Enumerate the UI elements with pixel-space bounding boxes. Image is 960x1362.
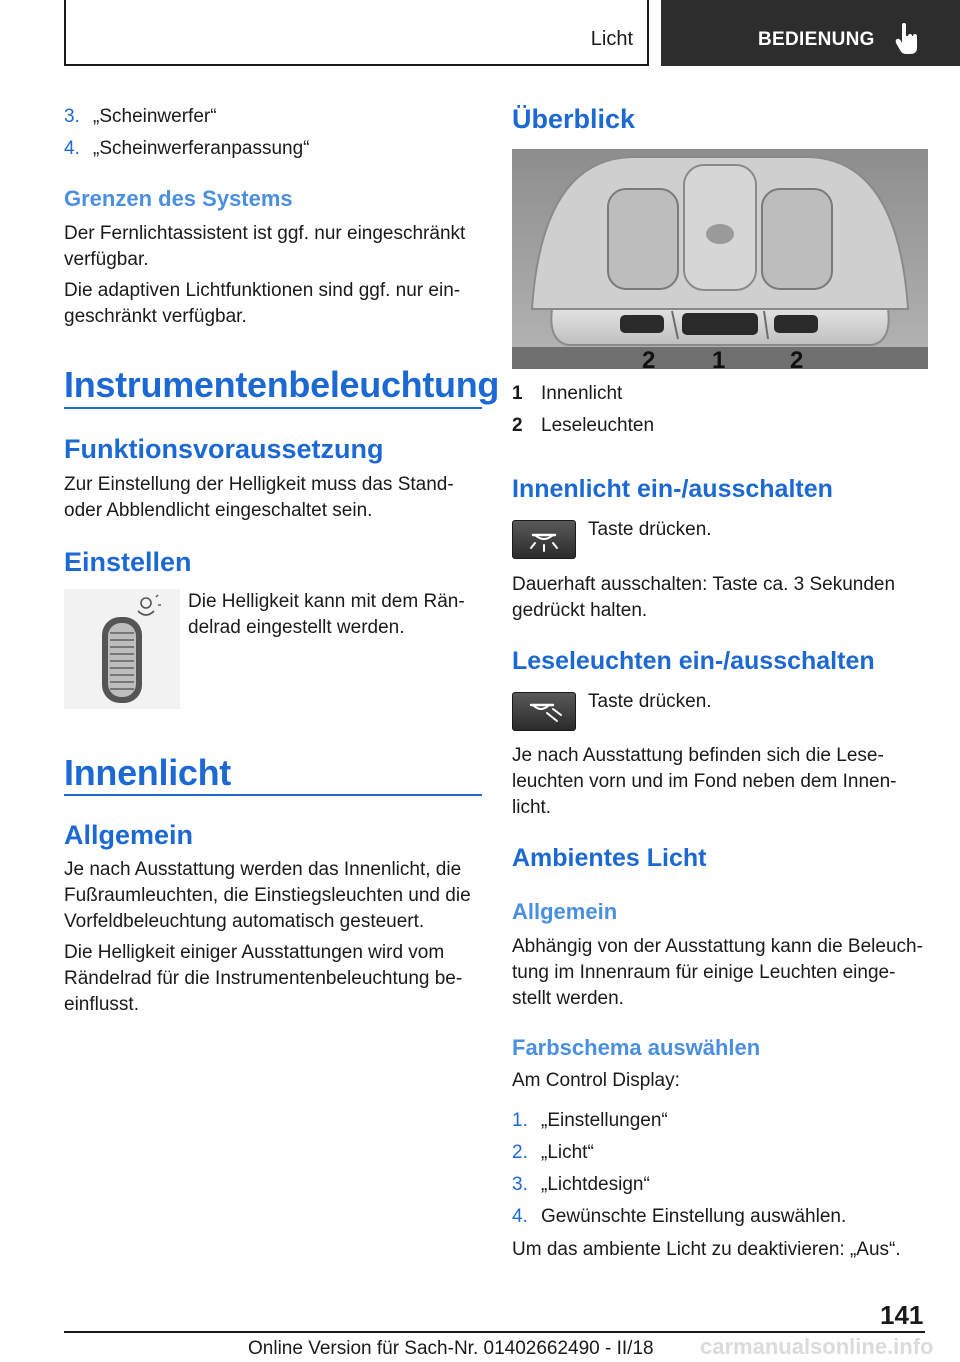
paragraph: Die Helligkeit kann mit dem Rän- delrad eingestellt werden. [188,591,465,638]
overhead-console-image [512,149,928,369]
heading-funktionsvoraussetzung: Funktionsvoraussetzung [64,434,384,464]
heading-ueberblick: Überblick [512,104,636,134]
heading-leseleuchten-schalten: Leseleuchten ein-/ausschalten [512,647,875,675]
paragraph: Taste drücken. [588,691,712,712]
reading-light-button-image [512,692,576,731]
paragraph: Taste drücken. [588,519,712,540]
paragraph: Um das ambiente Licht zu deaktivieren: „Aus“. [512,1239,901,1260]
header-section-title: Licht [590,28,633,50]
paragraph: Zur Einstellung der Helligkeit muss das Stand- oder Abblendlicht eingeschaltet sein. [64,474,454,521]
interior-light-icon [513,521,575,558]
paragraph: Je nach Ausstattung befinden sich die Lese- leuchten vorn und im Fond neben dem Innen- licht. [512,745,897,818]
footer-rule [64,1331,925,1333]
heading-allgemein: Allgemein [512,899,618,924]
heading-farbschema: Farbschema auswählen [512,1035,761,1060]
callout-label: 2 [642,347,656,369]
interior-light-button-image [512,520,576,559]
heading-allgemein: Allgemein [64,820,194,850]
paragraph: Je nach Ausstattung werden das Innenlicht, die Fußraumleuchten, die Einstiegsleuchten und die Vorfeldbeleuchtung automatisch gesteuert. [64,859,471,932]
header-chapter-title: BEDIENUNG [758,29,875,50]
header-section-box [64,0,649,66]
heading-ambientes-licht: Ambientes Licht [512,844,707,872]
callout-label: 2 [790,347,804,369]
paragraph: Dauerhaft ausschalten: Taste ca. 3 Sekunden gedrückt halten. [512,574,896,621]
paragraph: Die Helligkeit einiger Ausstattungen wird vom Rändelrad für die Instrumentenbeleuchtung be- einflusst. [64,942,463,1015]
paragraph: Die adaptiven Lichtfunktionen sind ggf. nur ein- geschränkt verfügbar. [64,280,461,327]
header-chapter-box [661,0,960,66]
heading-innenlicht: Innenlicht [64,752,231,793]
heading-rule [64,407,482,409]
heading-instrumentenbeleuchtung: Instrumentenbeleuchtung [64,364,500,405]
dimmer-wheel-icon [64,589,180,709]
watermark: carmanualsonline.info [700,1334,934,1359]
callout-label: 1 [712,347,726,369]
paragraph: Am Control Display: [512,1070,680,1091]
hand-pointer-icon [895,22,921,56]
paragraph: Der Fernlichtassistent ist ggf. nur eingeschränkt verfügbar. [64,223,466,270]
paragraph: Abhängig von der Ausstattung kann die Beleuch- tung im Innenraum für einige Leuchten einge- stellt werden. [512,936,923,1009]
heading-einstellen: Einstellen [64,547,192,577]
overhead-console-photo [512,149,928,369]
heading-innenlicht-schalten: Innenlicht ein-/ausschalten [512,475,833,503]
heading-rule [64,794,482,796]
dimmer-wheel-image [64,589,180,709]
page-number: 141 [880,1300,924,1330]
reading-light-icon [513,693,575,730]
heading-grenzen: Grenzen des Systems [64,186,293,211]
footer-text: Online Version für Sach-Nr. 01402662490 - II/18 [248,1338,654,1359]
